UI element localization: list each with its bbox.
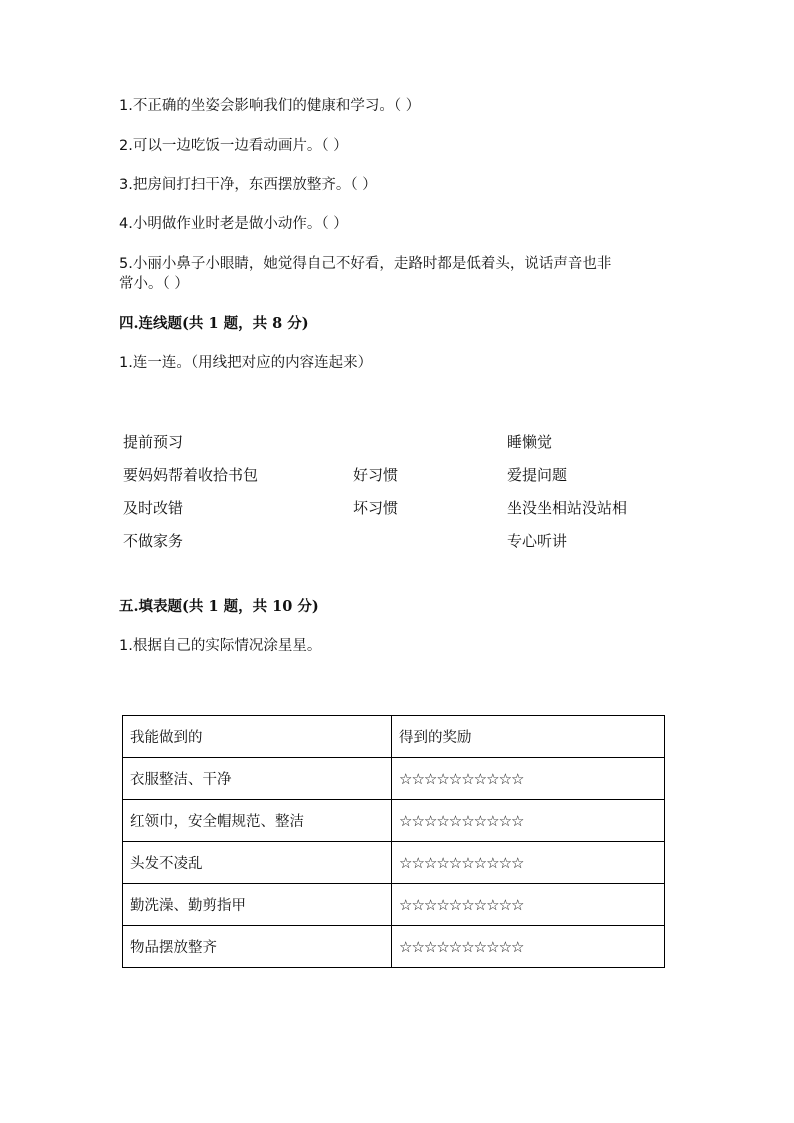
behavior-cell: 红领巾，安全帽规范、整洁 <box>123 800 392 842</box>
table-header-cell: 得到的奖励 <box>392 716 665 758</box>
matching-right-item: 睡懒觉 <box>507 433 553 451</box>
matching-right-item: 专心听讲 <box>507 532 568 550</box>
section4-question: 1.连一连。（用线把对应的内容连起来） <box>119 355 373 371</box>
star-rating-table <box>122 715 665 968</box>
behavior-cell: 衣服整洁、干净 <box>123 758 392 800</box>
star-rating-cell[interactable]: ☆☆☆☆☆☆☆☆☆☆ <box>392 800 665 842</box>
section4-heading: 四.连线题(共 1 题，共 8 分) <box>119 315 309 332</box>
behavior-cell: 头发不凌乱 <box>123 842 392 884</box>
behavior-cell: 物品摆放整齐 <box>123 926 392 968</box>
table-header-row <box>123 716 665 758</box>
table-row <box>123 926 665 968</box>
judgment-question-3: 3.把房间打扫干净，东西摆放整齐。（ ） <box>119 177 377 193</box>
matching-left-item: 不做家务 <box>123 532 184 550</box>
judgment-question-2: 2.可以一边吃饭一边看动画片。（ ） <box>119 138 348 154</box>
star-rating-cell[interactable]: ☆☆☆☆☆☆☆☆☆☆ <box>392 842 665 884</box>
judgment-question-5-line1: 5.小丽小鼻子小眼睛，她觉得自己不好看，走路时都是低着头，说话声音也非 <box>119 256 612 272</box>
star-rating-cell[interactable]: ☆☆☆☆☆☆☆☆☆☆ <box>392 884 665 926</box>
star-rating-cell[interactable]: ☆☆☆☆☆☆☆☆☆☆ <box>392 758 665 800</box>
matching-right-item: 坐没坐相站没站相 <box>507 499 628 517</box>
table-header-cell: 我能做到的 <box>123 716 392 758</box>
judgment-question-5-line2: 常小。（ ） <box>119 276 189 292</box>
table-row <box>123 800 665 842</box>
matching-middle-item: 好习惯 <box>353 466 399 484</box>
section5-heading: 五.填表题(共 1 题，共 10 分) <box>119 598 319 615</box>
table-row <box>123 758 665 800</box>
section5-question: 1.根据自己的实际情况涂星星。 <box>119 638 322 654</box>
matching-left-item: 要妈妈帮着收拾书包 <box>123 466 259 484</box>
matching-left-item: 提前预习 <box>123 433 184 451</box>
matching-left-item: 及时改错 <box>123 499 184 517</box>
matching-middle-item: 坏习惯 <box>353 499 399 517</box>
star-rating-cell[interactable]: ☆☆☆☆☆☆☆☆☆☆ <box>392 926 665 968</box>
judgment-question-1: 1.不正确的坐姿会影响我们的健康和学习。（ ） <box>119 98 421 114</box>
matching-right-item: 爱提问题 <box>507 466 568 484</box>
judgment-question-4: 4.小明做作业时老是做小动作。（ ） <box>119 216 348 232</box>
table-row <box>123 842 665 884</box>
behavior-cell: 勤洗澡、勤剪指甲 <box>123 884 392 926</box>
table-row <box>123 884 665 926</box>
